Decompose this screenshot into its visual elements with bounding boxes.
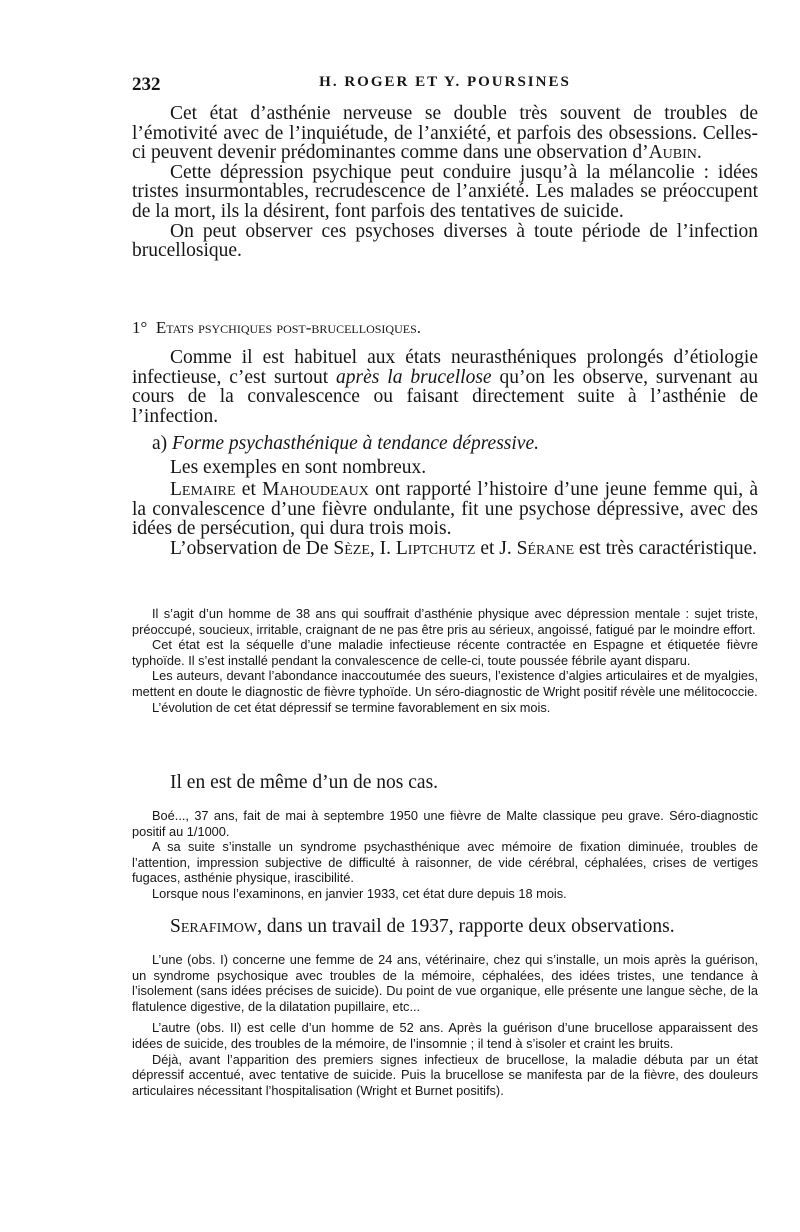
case-1-paragraph-1: Il s’agit d’un homme de 38 ans qui souffrait d’asthénie physique avec dépression mentale : sujet triste, préoccupé, soucieux, irritable, craignant de ne pas être pris au sérieux, angoissé, fatigué par le moindre effort. — [132, 606, 758, 637]
section-1-body — [132, 348, 758, 426]
case-1-paragraph-4: L’évolution de cet état dépressif se termine favorablement en six mois. — [152, 699, 551, 715]
page-header — [132, 74, 758, 100]
case-report-3 — [132, 952, 758, 1098]
page-number: 232 — [132, 74, 161, 95]
section-1-paragraph: Comme il est habituel aux états neurasthéniques prolongés d’étiologie infectieuse, c’est surtout après la brucellose qu’on les observe, survenant au cours de la convalescence ou faisant directement suite à l’asthénie de l’infection. — [132, 347, 758, 427]
subsection-title: a) Forme psychasthénique à tendance dépressive. — [152, 433, 539, 454]
subsection-paragraph-3: L’observation de De Sèze, I. Liptchutz et J. Sérane est très caractéristique. — [170, 537, 758, 559]
section-heading — [132, 318, 758, 338]
author-serafimow: Serafimow — [170, 916, 258, 937]
case-3-paragraph-2: L’autre (obs. II) est celle d’un homme de 52 ans. Après la guérison d’une brucellose apparaissent des idées de suicide, des troubles de la mémoire, de l’insomnie ; il tend à s’isoler et craint les bruits. — [132, 1020, 758, 1051]
intro-paragraph-2: Cette dépression psychique peut conduire jusqu’à la mélancolie : idées tristes insurmontables, recrudescence de l’anxiété. Les malades se préoccupent de la mort, ils la désirent, font parfois des tentatives de suicide. — [132, 161, 758, 222]
running-title: H. ROGER ET Y. POURSINES — [319, 74, 571, 90]
case-2-paragraph-2: A sa suite s’installe un syndrome psychasthénique avec mémoire de fixation diminuée, troubles de l’attention, impression subjective de difficulté à raisonner, de vide cérébral, céphalées, crises de vertiges fugaces, asthénie physique, irascibilité. — [132, 839, 758, 886]
intro-paragraph-1: Cet état d’asthénie nerveuse se double très souvent de troubles de l’émotivité avec de l’inquiétude, de l’anxiété, et parfois des obsessions. Celles-ci peuvent devenir prédominantes comme dans une observation d’Aubin. — [132, 103, 758, 164]
case-1-paragraph-2: Cet état est la séquelle d’une maladie infectieuse récente contractée en Espagne et étiquetée fièvre typhoïde. Il s’est installé pendant la convalescence de celle-ci, toute poussée fébrile ayant disparu. — [132, 637, 758, 668]
subsection-paragraph-1: Les exemples en sont nombreux. — [170, 456, 427, 478]
case-3-paragraph-1: L’une (obs. I) concerne une femme de 24 ans, vétérinaire, chez qui s’installe, un mois après la guérison, un syndrome psychosique avec troubles de la mémoire, céphalées, des idées tristes, une tendance à l’isolement (sans idées précises de suicide). Du point de vue organique, elle présente une langue sèche, de la flatulence digestive, de la dilatation pupillaire, etc... — [132, 952, 758, 1014]
case-1-paragraph-3: Les auteurs, devant l’abondance inaccoutumée des sueurs, l’existence d’algies articulaires et de myalgies, mettent en doute le diagnostic de fièvre typhoïde. Un séro-diagnostic de Wright positif révèle une mélitococcie. — [132, 668, 758, 699]
section-title: Etats psychiques post-brucellosiques. — [155, 318, 422, 337]
intro-block — [132, 104, 758, 261]
subsection-a — [132, 434, 758, 559]
case-report-2 — [132, 808, 758, 902]
transition-1: Il en est de même d’un de nos cas. — [170, 772, 439, 793]
transition-2: Serafimow, dans un travail de 1937, rapporte deux observations. — [170, 916, 675, 937]
case-3-paragraph-3: Déjà, avant l’apparition des premiers signes infectieux de brucellose, la maladie débuta par un état dépressif accentué, avec tentative de suicide. Puis la brucellose se manifesta par de la fièvre, des douleurs articulaires nécessitant l’hospitalisation (Wright et Burnet positifs). — [132, 1051, 758, 1098]
case-report-1 — [132, 606, 758, 715]
case-2-paragraph-3: Lorsque nous l’examinons, en janvier 1933, cet état dure depuis 18 mois. — [152, 885, 567, 901]
subsection-paragraph-2: Lemaire et Mahoudeaux ont rapporté l’histoire d’une jeune femme qui, à la convalescence d’une fièvre ondulante, fit une psychose dépressive, avec des idées de persécution, qui dura trois mois. — [132, 479, 759, 540]
case-2-paragraph-1: Boé..., 37 ans, fait de mai à septembre 1950 une fièvre de Malte classique peu grave. Séro-diagnostic positif au 1/1000. — [132, 808, 758, 839]
section-number: 1° — [132, 318, 148, 337]
intro-paragraph-3: On peut observer ces psychoses diverses à toute période de l’infection brucellosique. — [132, 220, 758, 262]
